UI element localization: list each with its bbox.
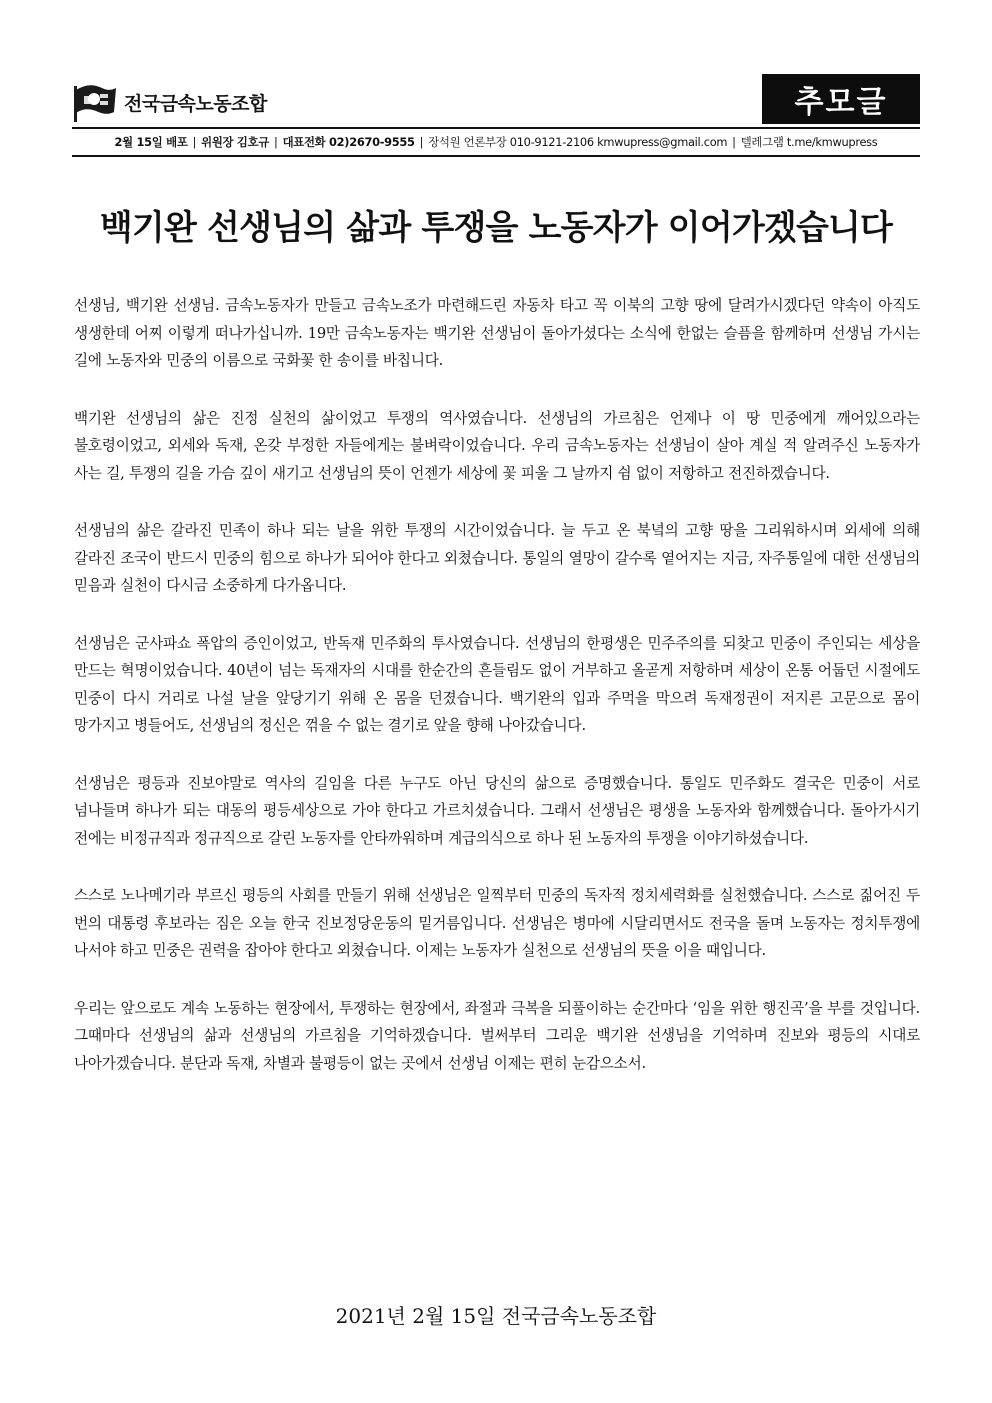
document-body bbox=[74, 292, 920, 1107]
info-separator: | bbox=[274, 135, 278, 149]
document-header bbox=[72, 74, 920, 154]
document-title: 백기완 선생님의 삶과 투쟁을 노동자가 이어가겠습니다 bbox=[99, 208, 893, 248]
info-telegram: 텔레그램 t.me/kmwupress bbox=[740, 135, 878, 149]
info-bar bbox=[72, 127, 920, 157]
info-date: 2월 15일 배포 bbox=[114, 135, 188, 149]
union-logo bbox=[72, 80, 267, 124]
paragraph-1: 선생님, 백기완 선생님. 금속노동자가 만들고 금속노조가 마련해드린 자동차 타고 꼭 이북의 고향 땅에 달려가시겠다던 약속이 아직도 생생한데 어찌 이렇게 떠나가십니까. 19만 금속노동자는 백기완 선생님이 돌아가셨다는 소식에 한없는 슬픔을 함께하며 선생님 가시는 길에 노동자와 민중의 이름으로 국화꽃 한 송이를 바칩니다. bbox=[74, 297, 920, 369]
info-press-contact: 장석원 언론부장 010-9121-2106 kmwupress@gmail.com bbox=[428, 135, 728, 149]
info-separator: | bbox=[419, 135, 424, 149]
info-phone: 대표전화 02)2670-9555 bbox=[282, 135, 415, 149]
info-separator: | bbox=[192, 135, 197, 149]
paragraph-6: 스스로 노나메기라 부르신 평등의 사회를 만들기 위해 선생님은 일찍부터 민중의 독자적 정치세력화를 실천했습니다. 스스로 짊어진 두 번의 대통령 후보라는 짐은 오늘 한국 진보정당운동의 밑거름입니다. 선생님은 병마에 시달리면서도 전국을 돌며 노동자는 정치투쟁에 나서야 하고 민중은 권력을 잡아야 한다고 외쳤습니다. 이제는 노동자가 실천으로 선생님의 뜻을 이을 때입니다. bbox=[74, 887, 920, 959]
info-separator: | bbox=[732, 135, 736, 149]
paragraph-4: 선생님은 군사파쇼 폭압의 증인이었고, 반독재 민주화의 투사였습니다. 선생님의 한평생은 민주주의를 되찾고 민중이 주인되는 세상을 만드는 혁명이었습니다. 40년이 넘는 독재자의 시대를 한순간의 흔들림도 없이 거부하고 올곧게 저항하며 세상이 온통 어둡던 시절에도 민중이 다시 거리로 나설 날을 앞당기기 위해 온 몸을 던졌습니다. 백기완의 입과 주먹을 막으려 독재정권이 저지른 고문으로 몸이 망가지고 병들어도, 선생님의 정신은 꺾을 수 없는 결기로 앞을 향해 나아갔습니다. bbox=[74, 634, 920, 734]
paragraph-5: 선생님은 평등과 진보야말로 역사의 길임을 다른 누구도 아닌 당신의 삶으로 증명했습니다. 통일도 민주화도 결국은 민중이 서로 넘나들며 하나가 되는 대동의 평등세상으로 가야 한다고 가르치셨습니다. 그래서 선생님은 평생을 노동자와 함께했습니다. 돌아가시기 전에는 비정규직과 정규직으로 갈린 노동자를 안타까워하며 계급의식으로 하나 된 노동자의 투쟁을 이야기하셨습니다. bbox=[74, 774, 920, 847]
info-chair: 위원장 김호규 bbox=[201, 135, 270, 149]
paragraph-7: 우리는 앞으로도 계속 노동하는 현장에서, 투쟁하는 현장에서, 좌절과 극복을 되풀이하는 순간마다 ‘임을 위한 행진곡’을 부를 것입니다. 그때마다 선생님의 삶과 선생님의 가르침을 기억하겠습니다. 벌써부터 그리운 백기완 선생님을 기억하며 진보와 평등의 시대로 나아가겠습니다. 분단과 독재, 차별과 불평등이 없는 곳에서 선생님 이제는 편히 눈감으소서. bbox=[74, 999, 920, 1072]
signature: 2021년 2월 15일 전국금속노동조합 bbox=[335, 1304, 657, 1328]
org-name: 전국금속노동조합 bbox=[124, 92, 267, 115]
memorial-badge: 추모글 bbox=[762, 74, 920, 124]
paragraph-3: 선생님의 삶은 갈라진 민족이 하나 되는 날을 위한 투쟁의 시간이었습니다. 늘 두고 온 북녘의 고향 땅을 그리워하시며 외세에 의해 갈라진 조국이 반드시 민중의 힘으로 하나가 되어야 한다고 외쳤습니다. 통일의 열망이 갈수록 옅어지는 지금, 자주통일에 대한 선생님의 믿음과 실천이 다시금 소중하게 다가옵니다. bbox=[74, 522, 920, 594]
union-flag-logo-icon bbox=[72, 82, 118, 122]
paragraph-2: 백기완 선생님의 삶은 진정 실천의 삶이었고 투쟁의 역사였습니다. 선생님의 가르침은 언제나 이 땅 민중에게 깨어있으라는 불호령이었고, 외세와 독재, 온갖 부정한 자들에게는 불벼락이었습니다. 우리 금속노동자는 선생님이 살아 계실 적 알려주신 노동자가 사는 길, 투쟁의 길을 가슴 깊이 새기고 선생님의 뜻이 언젠가 세상에 꽃 피울 그 날까지 쉼 없이 저항하고 전진하겠습니다. bbox=[74, 409, 920, 482]
